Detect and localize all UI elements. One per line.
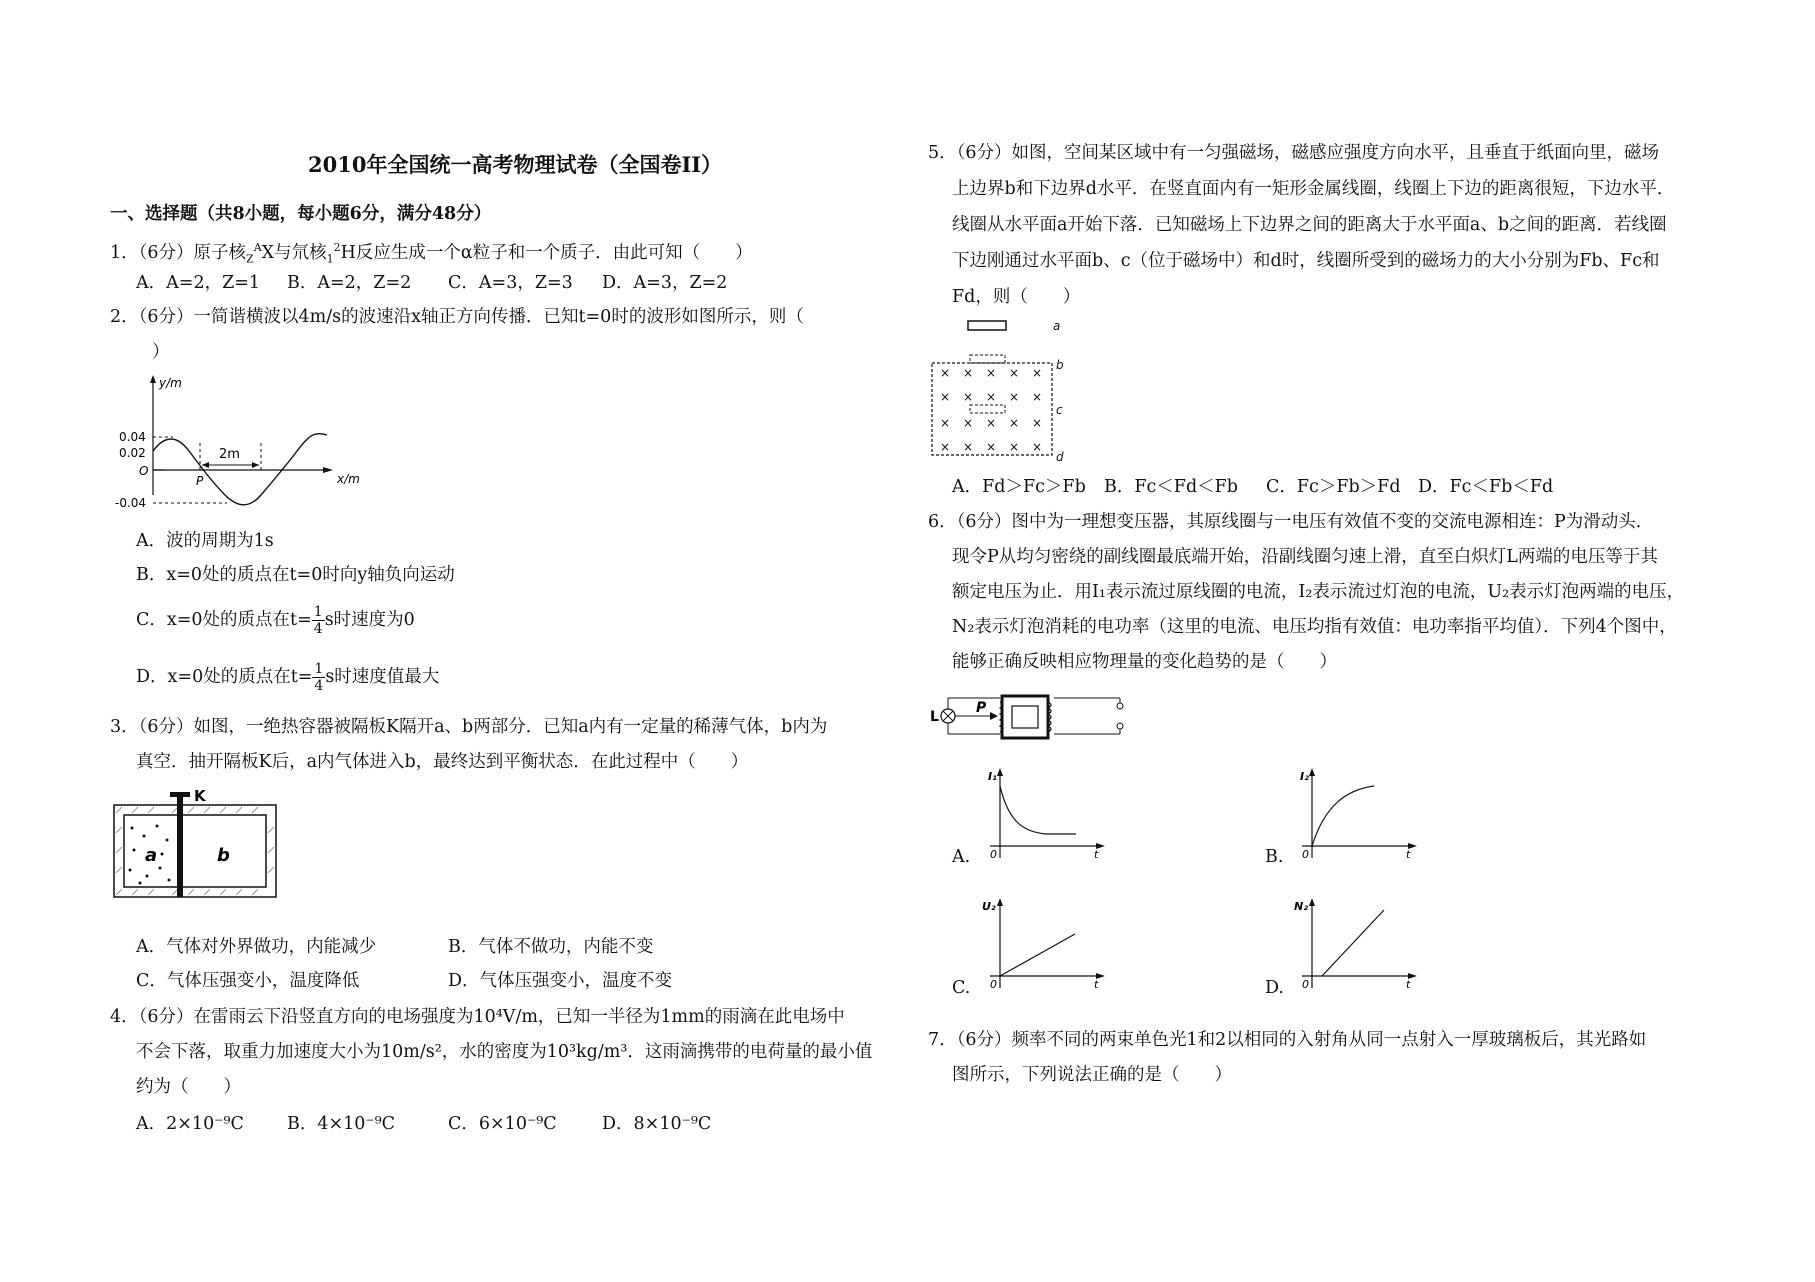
q1-option-a[interactable]: A．A=2，Z=1: [136, 273, 261, 293]
graph-c-origin: 0: [990, 978, 997, 991]
q2-option-c[interactable]: C．x=0处的质点在t= $\frac{1}{4}$ s时速度为0: [136, 604, 415, 637]
q5-stem-line-1: 5．（6分）如图，空间某区域中有一匀强磁场，磁感应强度方向水平，且垂直于纸面向里，磁场: [928, 143, 1660, 163]
q5-option-a[interactable]: A．Fd＞Fc＞Fb: [952, 477, 1086, 497]
q1-option-c[interactable]: C．A=3，Z=3: [448, 273, 573, 293]
graph-a: [980, 768, 1110, 873]
q3-stem-2: 真空．抽开隔板K后，a内气体进入b，最终达到平衡状态．在此过程中（ ）: [136, 752, 749, 772]
graph-d-origin: 0: [1302, 978, 1309, 991]
page-title: 2010年全国统一高考物理试卷（全国卷II）: [308, 152, 723, 177]
graph-c-yaxis: U₂: [982, 900, 996, 913]
field-mark: ×: [1032, 366, 1043, 380]
q6-stem-line-1: 6．（6分）图中为一理想变压器，其原线圈与一电压有效值不变的交流电源相连：P为滑动头．: [928, 512, 1654, 532]
graph-d: [1292, 898, 1422, 1003]
q6-stem-line-5: 能够正确反映相应物理量的变化趋势的是（ ）: [952, 652, 1337, 672]
graph-b-origin: 0: [1302, 848, 1309, 861]
transformer-circuit-figure: [928, 688, 1128, 748]
fraction: $\frac{1}{4}$: [313, 604, 323, 637]
graph-d-label[interactable]: D.: [1265, 978, 1284, 998]
graph-a-label[interactable]: A.: [952, 847, 971, 867]
section-heading: 一、选择题（共8小题，每小题6分，满分48分）: [110, 204, 492, 224]
q7-stem-2: 图所示，下列说法正确的是（ ）: [952, 1065, 1232, 1085]
graph-a-yaxis: I₁: [988, 770, 997, 783]
field-mark: ×: [940, 390, 951, 404]
graph-a-xaxis: t: [1094, 848, 1099, 861]
field-mark: ×: [1032, 390, 1043, 404]
field-mark: ×: [1009, 440, 1020, 454]
wave-point-p: P: [196, 474, 204, 488]
q2-option-d[interactable]: D．x=0处的质点在t= $\frac{1}{4}$ s时速度值最大: [136, 661, 440, 694]
fraction: $\frac{1}{4}$: [314, 661, 324, 694]
wave-figure: [115, 375, 375, 510]
field-mark: ×: [986, 440, 997, 454]
q5-stem-line-2: 上边界b和下边界d水平．在竖直面内有一矩形金属线圈，线圈上下边的距离很短，下边水平．: [952, 179, 1675, 199]
q4-option-c[interactable]: C．6×10⁻⁹C: [448, 1114, 557, 1134]
field-mark: ×: [1009, 390, 1020, 404]
field-mark: ×: [1032, 440, 1043, 454]
plane-d-label: d: [1056, 450, 1064, 464]
plane-b-label: b: [1056, 358, 1064, 372]
q1-option-d[interactable]: D．A=3，Z=2: [602, 273, 728, 293]
q4-option-d[interactable]: D．8×10⁻⁹C: [602, 1114, 712, 1134]
q3-option-d[interactable]: D．气体压强变小，温度不变: [448, 971, 673, 991]
q6-stem-line-4: N₂表示灯泡消耗的电功率（这里的电流、电压均指有效值：电功率指平均值）．下列4个图中，: [952, 617, 1677, 637]
plane-a-label: a: [1053, 319, 1061, 333]
wave-origin: O: [139, 464, 149, 478]
graph-c-label[interactable]: C.: [952, 978, 971, 998]
wave-distance: 2m: [219, 447, 240, 462]
q3-option-b[interactable]: B．气体不做功，内能不变: [448, 937, 654, 957]
field-mark: ×: [1009, 416, 1020, 430]
q3-option-c[interactable]: C．气体压强变小，温度降低: [136, 971, 360, 991]
q6-stem-line-3: 额定电压为止．用I₁表示流过原线圈的电流，I₂表示流过灯泡的电流，U₂表示灯泡两端的电压，: [952, 582, 1685, 602]
field-mark: ×: [963, 366, 974, 380]
q2-stem-end: ）: [152, 342, 170, 362]
q6-stem-line-2: 现令P从均匀密绕的副线圈最底端开始，沿副线圈匀速上滑，直至白炽灯L两端的电压等于其: [952, 547, 1658, 567]
field-mark: ×: [986, 366, 997, 380]
field-mark: ×: [986, 416, 997, 430]
q3-stem: 3．（6分）如图，一绝热容器被隔板K隔开a、b两部分．已知a内有一定量的稀薄气体，b内为: [110, 717, 828, 737]
q4-option-a[interactable]: A．2×10⁻⁹C: [136, 1114, 244, 1134]
q5-option-b[interactable]: B．Fc＜Fd＜Fb: [1104, 477, 1238, 497]
field-mark: ×: [1032, 416, 1043, 430]
magnetic-field-figure: [928, 315, 1063, 465]
field-mark: ×: [963, 440, 974, 454]
graph-b-label[interactable]: B.: [1265, 847, 1284, 867]
graph-c: [980, 898, 1110, 1003]
wave-tick-neg004: -0.04: [115, 496, 147, 510]
q1-option-b[interactable]: B．A=2，Z=2: [287, 273, 412, 293]
container-k-label: K: [194, 787, 206, 805]
graph-c-xaxis: t: [1094, 978, 1099, 991]
container-a-label: a: [145, 845, 158, 866]
slider-p-label: P: [976, 700, 987, 716]
q7-stem: 7．（6分）频率不同的两束单色光1和2以相同的入射角从同一点射入一厚玻璃板后，其光路如: [928, 1030, 1647, 1050]
q5-stem-line-3: 线圈从水平面a开始下落．已知磁场上下边界之间的距离大于水平面a、b之间的距离．若线圈: [952, 215, 1667, 235]
field-mark: ×: [963, 416, 974, 430]
graph-b-xaxis: t: [1406, 848, 1411, 861]
graph-a-origin: 0: [990, 848, 997, 861]
q4-stem: 4．（6分）在雷雨云下沿竖直方向的电场强度为10⁴V/m，已知一半径为1mm的雨滴在此电场中: [110, 1007, 845, 1027]
container-figure: [112, 788, 282, 906]
plane-c-label: c: [1056, 403, 1063, 417]
wave-tick-004: 0.04: [119, 430, 146, 444]
q5-option-d[interactable]: D．Fc＜Fb＜Fd: [1418, 477, 1554, 497]
wave-xlabel: x/m: [337, 472, 360, 486]
field-mark: ×: [963, 390, 974, 404]
field-mark: ×: [986, 390, 997, 404]
lamp-label: L: [930, 709, 939, 725]
field-mark: ×: [940, 366, 951, 380]
graph-b-yaxis: I₂: [1300, 770, 1309, 783]
field-mark: ×: [940, 440, 951, 454]
wave-tick-002: 0.02: [119, 446, 146, 460]
q5-stem-line-5: Fd，则（ ）: [952, 287, 1081, 307]
q5-option-c[interactable]: C．Fc＞Fb＞Fd: [1266, 477, 1401, 497]
q5-stem-line-4: 下边刚通过水平面b、c（位于磁场中）和d时，线圈所受到的磁场力的大小分别为Fb、Fc和: [952, 251, 1660, 271]
q2-option-a[interactable]: A．波的周期为1s: [136, 531, 274, 551]
q4-stem-3: 约为（ ）: [136, 1077, 241, 1097]
q2-option-b[interactable]: B．x=0处的质点在t=0时向y轴负向运动: [136, 565, 455, 585]
field-mark: ×: [940, 416, 951, 430]
wave-ylabel: y/m: [159, 376, 182, 390]
q1-stem: 1．（6分）原子核$_Z^A$X与氘核$_1^2$H反应生成一个α粒子和一个质子．由此可知（ ）: [110, 241, 753, 266]
q4-option-b[interactable]: B．4×10⁻⁹C: [287, 1114, 396, 1134]
graph-b: [1292, 768, 1422, 873]
field-mark: ×: [1009, 366, 1020, 380]
graph-d-yaxis: N₂: [1294, 900, 1309, 913]
q2-stem: 2．（6分）一简谐横波以4m/s的波速沿x轴正方向传播．已知t=0时的波形如图所示，则（: [110, 307, 804, 327]
q4-stem-2: 不会下落，取重力加速度大小为10m/s²，水的密度为10³kg/m³．这雨滴携带的电荷量的最小值: [136, 1042, 873, 1062]
graph-d-xaxis: t: [1406, 978, 1411, 991]
container-b-label: b: [217, 845, 230, 866]
q3-option-a[interactable]: A．气体对外界做功，内能减少: [136, 937, 377, 957]
